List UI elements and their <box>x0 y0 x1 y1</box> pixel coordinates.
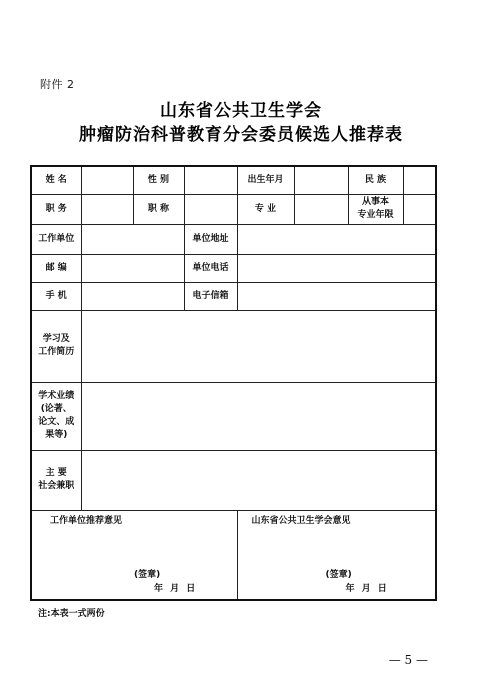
row-opinions <box>31 510 436 600</box>
society-opinion-sign: (签章) <box>325 569 352 580</box>
row-basic-2 <box>31 194 436 224</box>
years-line-2: 专业年限 <box>357 210 394 220</box>
value-birth[interactable] <box>294 166 348 194</box>
footnote: 注:本表一式两份 <box>38 609 105 619</box>
value-name[interactable] <box>81 166 133 194</box>
workplace-opinion-title: 工作单位推荐意见 <box>50 515 123 526</box>
value-social-roles[interactable] <box>81 450 436 510</box>
resume-line-2: 工作简历 <box>38 347 75 357</box>
workplace-opinion-sign: (签章) <box>134 569 161 580</box>
label-title: 职 称 <box>133 194 184 224</box>
row-postcode <box>31 254 436 282</box>
workplace-opinion-box[interactable] <box>31 510 237 600</box>
achieve-line-1: 学术业绩 <box>38 391 75 401</box>
achieve-line-3: 论文、成 <box>38 417 75 427</box>
label-workplace: 工作单位 <box>31 224 81 254</box>
row-social-roles <box>31 450 436 510</box>
label-position: 职 务 <box>31 194 81 224</box>
value-workplace[interactable] <box>81 224 184 254</box>
label-phone: 单位电话 <box>184 254 237 282</box>
social-line-1: 主 要 <box>45 468 67 478</box>
recommendation-form-table <box>30 165 437 601</box>
label-social-roles <box>31 450 81 510</box>
value-phone[interactable] <box>237 254 436 282</box>
value-years-in-field[interactable] <box>403 194 436 224</box>
label-resume <box>31 310 81 382</box>
row-basic-1 <box>31 166 436 194</box>
value-resume[interactable] <box>81 310 436 382</box>
value-title[interactable] <box>184 194 237 224</box>
value-address[interactable] <box>237 224 436 254</box>
achieve-line-4: 果等) <box>45 430 68 440</box>
label-email: 电子信箱 <box>184 282 237 310</box>
value-gender[interactable] <box>184 166 237 194</box>
label-achievements <box>31 382 81 450</box>
attachment-label: 附件 2 <box>40 78 75 91</box>
value-postcode[interactable] <box>81 254 184 282</box>
workplace-opinion-date: 年 月 日 <box>154 583 196 594</box>
page-number: — 5 — <box>388 653 428 667</box>
value-achievements[interactable] <box>81 382 436 450</box>
label-name: 姓 名 <box>31 166 81 194</box>
label-ethnicity: 民 族 <box>348 166 403 194</box>
label-gender: 性 别 <box>133 166 184 194</box>
society-opinion-title: 山东省公共卫生学会意见 <box>251 515 351 526</box>
label-postcode: 邮 编 <box>31 254 81 282</box>
value-position[interactable] <box>81 194 133 224</box>
title-line-1: 山东省公共卫生学会 <box>160 101 322 121</box>
label-major: 专 业 <box>237 194 294 224</box>
society-opinion-date: 年 月 日 <box>345 583 387 594</box>
label-birth: 出生年月 <box>237 166 294 194</box>
value-email[interactable] <box>237 282 436 310</box>
years-line-1: 从事本 <box>361 197 389 207</box>
resume-line-1: 学习及 <box>42 334 70 344</box>
society-opinion-box[interactable] <box>237 510 436 600</box>
achieve-line-2: (论著、 <box>40 404 72 414</box>
row-resume <box>31 310 436 382</box>
social-line-2: 社会兼职 <box>38 481 75 491</box>
value-ethnicity[interactable] <box>403 166 436 194</box>
value-mobile[interactable] <box>81 282 184 310</box>
label-mobile: 手 机 <box>31 282 81 310</box>
title-line-2: 肿瘤防治科普教育分会委员候选人推荐表 <box>79 125 403 145</box>
row-workplace <box>31 224 436 254</box>
label-years-in-field <box>348 194 403 224</box>
value-major[interactable] <box>294 194 348 224</box>
row-achievements <box>31 382 436 450</box>
label-address: 单位地址 <box>184 224 237 254</box>
row-mobile <box>31 282 436 310</box>
